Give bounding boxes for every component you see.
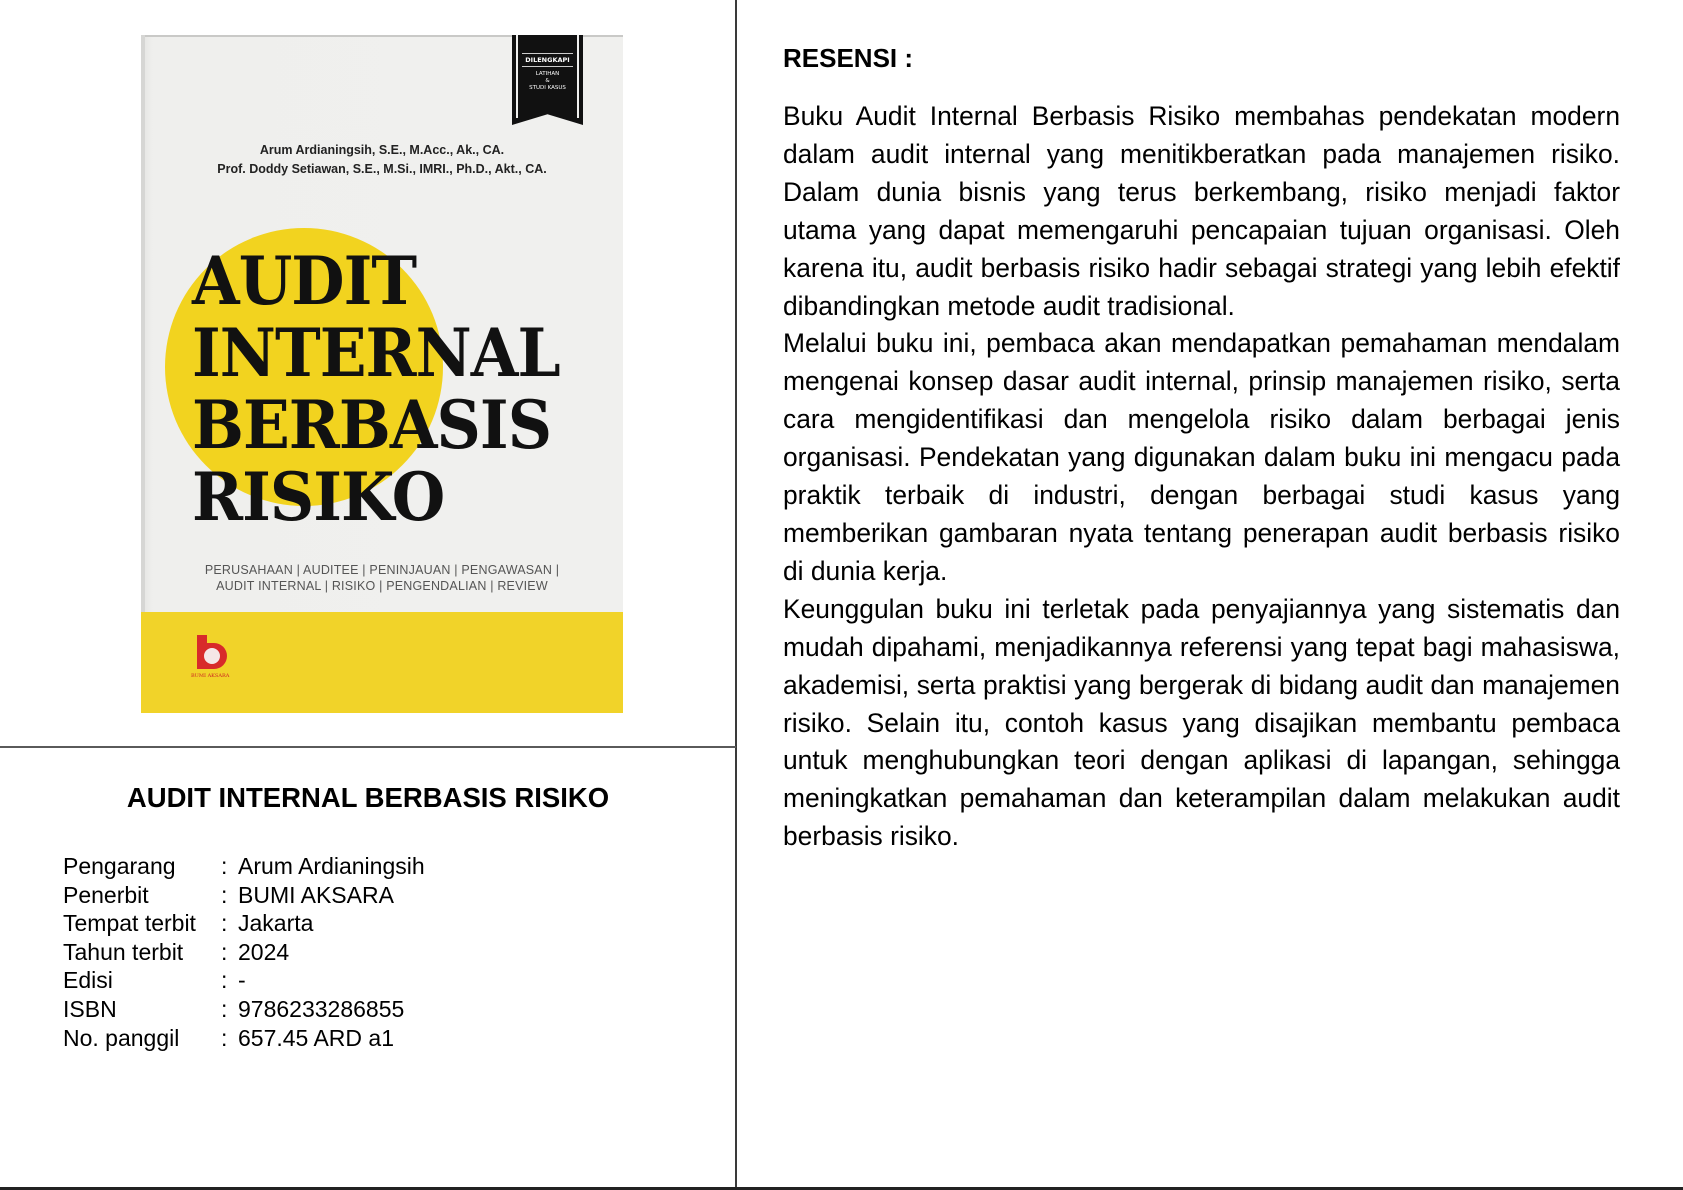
cover-title-line: AUDIT	[192, 242, 417, 320]
meta-separator: :	[221, 853, 228, 879]
ribbon-line-2: LATIHAN	[535, 71, 560, 78]
ribbon-line-4: STUDI KASUS	[529, 84, 566, 91]
meta-separator: :	[221, 995, 228, 1022]
book-metadata	[63, 852, 425, 1052]
cover-keywords-line: AUDIT INTERNAL | RISIKO | PENGENDALIAN | REVIEW	[216, 579, 548, 593]
book-cover-image	[141, 35, 623, 713]
meta-row-call-number	[63, 1024, 425, 1053]
review-heading: RESENSI :	[783, 43, 914, 73]
meta-value: 9786233286855	[238, 995, 405, 1022]
cover-author-2: Prof. Doddy Setiawan, S.E., M.Si., IMRI., Ph.D., Akt., CA.	[217, 162, 547, 176]
meta-separator: :	[221, 967, 228, 994]
globe-icon	[203, 647, 221, 665]
vertical-divider	[735, 0, 737, 1188]
meta-separator: :	[221, 910, 228, 937]
publisher-logo-icon	[197, 635, 227, 671]
cover-keywords-line: PERUSAHAAN | AUDITEE | PENINJAUAN | PENGAWASAN |	[204, 563, 560, 577]
cover-title	[192, 242, 560, 536]
cover-author-1: Arum Ardianingsih, S.E., M.Acc., Ak., CA.	[259, 143, 505, 157]
meta-value: BUMI AKSARA	[238, 881, 394, 908]
meta-label: Pengarang	[63, 853, 176, 879]
review-paragraph: Buku Audit Internal Berbasis Risiko membahas pendekatan modern dalam audit internal yang menitikberatkan pada manajemen risiko. Dalam dunia bisnis yang terus berkembang, risiko menjadi faktor utama yang dapat memengaruhi pencapaian tujuan organisasi. Oleh karena itu, audit berbasis risiko hadir sebagai strategi yang lebih efektif dibandingkan metode audit tradisional.	[783, 101, 1620, 321]
meta-value: 657.45 ARD a1	[238, 1024, 395, 1051]
review-body	[783, 98, 1620, 856]
review-paragraph: Keunggulan buku ini terletak pada penyajiannya yang sistematis dan mudah dipahami, menjadikannya referensi yang tepat bagi mahasiswa, akademisi, serta praktisi yang bergerak di bidang audit dan manajemen risiko. Selain itu, contoh kasus yang disajikan membantu pembaca untuk menghubungkan teori dengan aplikasi di lapangan, sehingga meningkatkan pemahaman dan keterampilan dalam melakukan audit berbasis risiko.	[783, 593, 1620, 852]
publisher-logo-text: BUMI AKSARA	[191, 673, 230, 679]
ribbon-line-3: &	[545, 78, 550, 84]
ribbon-line-1: DILENGKAPI	[522, 53, 573, 67]
review-paragraph: Melalui buku ini, pembaca akan mendapatkan pemahaman mendalam mengenai konsep dasar audit internal, prinsip manajemen risiko, serta cara mengidentifikasi dan mengelola risiko dalam berbagai jenis organisasi. Pendekatan yang digunakan dalam buku ini mengacu pada praktik terbaik di industri, dengan berbagai studi kasus yang memberikan gambaran nyata tentang penerapan audit berbasis risiko di dunia kerja.	[783, 328, 1620, 586]
meta-label: Tempat terbit	[63, 910, 196, 937]
cover-title-line: RISIKO	[192, 458, 445, 536]
cover-title-line: INTERNAL	[192, 314, 560, 392]
meta-value: Jakarta	[238, 910, 314, 937]
meta-label: Tahun terbit	[63, 938, 184, 965]
meta-value: Arum Ardianingsih	[238, 853, 425, 879]
meta-separator: :	[221, 1024, 228, 1051]
cover-keywords	[141, 562, 623, 594]
meta-separator: :	[221, 938, 228, 965]
meta-row-place	[63, 909, 425, 938]
horizontal-divider	[0, 746, 736, 748]
meta-row-edition	[63, 966, 425, 995]
meta-separator: :	[221, 881, 228, 908]
meta-value: 2024	[238, 938, 290, 965]
meta-label: Edisi	[63, 967, 113, 994]
meta-row-year	[63, 938, 425, 967]
book-title: AUDIT INTERNAL BERBASIS RISIKO	[126, 782, 610, 813]
cover-ribbon-badge	[512, 35, 583, 125]
meta-label: ISBN	[63, 995, 117, 1022]
cover-title-line: BERBASIS	[192, 386, 552, 464]
meta-row-isbn	[63, 995, 425, 1024]
meta-row-author	[63, 852, 425, 881]
cover-authors	[141, 141, 623, 179]
meta-value: -	[238, 967, 246, 994]
meta-label: No. panggil	[63, 1024, 180, 1051]
meta-label: Penerbit	[63, 881, 149, 908]
meta-row-publisher	[63, 881, 425, 910]
